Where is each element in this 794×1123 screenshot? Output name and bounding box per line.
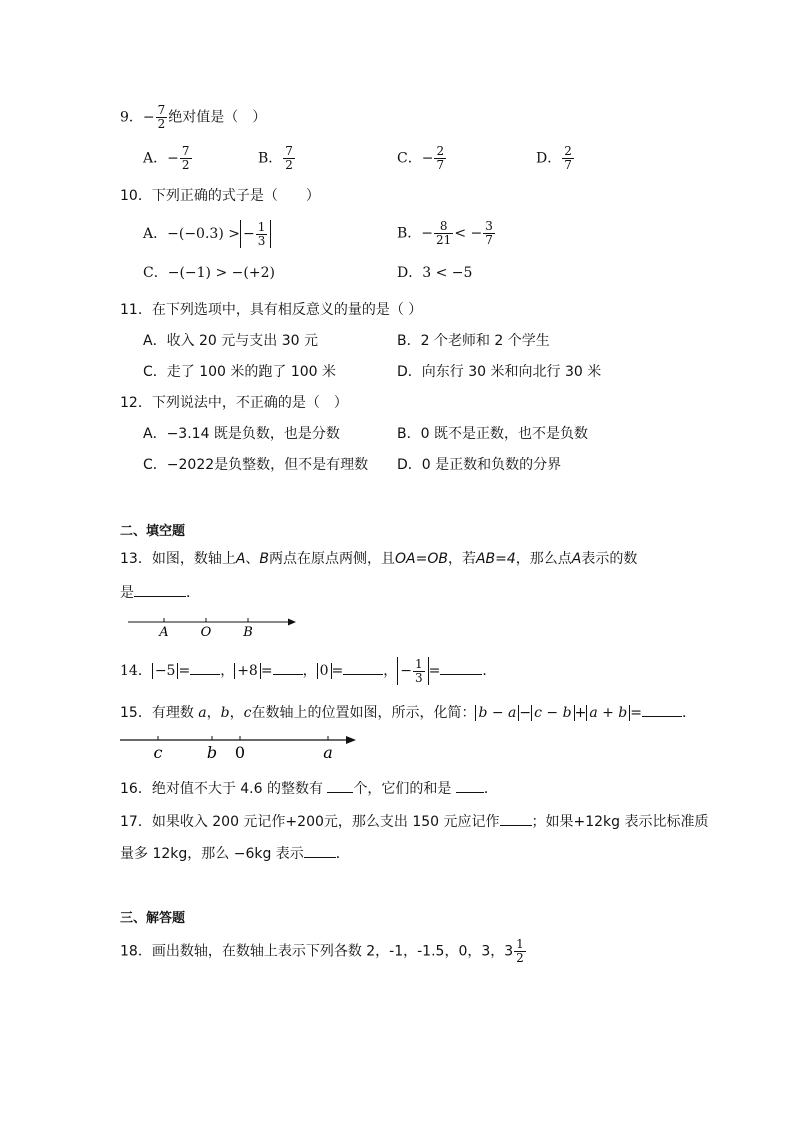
fraction <box>483 220 495 247</box>
point-label: A <box>571 551 582 567</box>
minus-sign: − <box>242 226 255 242</box>
denominator: 3 <box>414 670 423 685</box>
arrow-head <box>288 619 296 626</box>
fraction <box>413 658 425 685</box>
numerator: 1 <box>257 219 266 234</box>
q11-option-b: B．2 个老师和 2 个学生 <box>397 333 550 349</box>
numerator: 2 <box>564 144 572 158</box>
absolute-value: a + b <box>586 705 630 721</box>
answer-blank[interactable] <box>327 778 353 793</box>
denominator: 21 <box>436 233 452 247</box>
option-label: B． <box>258 150 283 167</box>
numerator: 1 <box>516 937 524 951</box>
expression: 3 < −5 <box>422 265 473 281</box>
text: 是 <box>120 585 134 601</box>
q9-option-c <box>397 145 447 172</box>
text: ． <box>335 846 350 862</box>
tick-label: c <box>153 743 163 762</box>
fraction <box>562 145 574 172</box>
q12-option-b: B．0 既不是正数，也不是负数 <box>397 426 588 442</box>
text: ；如果+12kg 表示比标准质 <box>531 814 709 830</box>
section-title-solve: 三、解答题 <box>120 911 186 926</box>
fraction <box>156 104 168 131</box>
answer-blank[interactable] <box>304 843 336 858</box>
expression: −(−1) > −(+2) <box>167 265 275 281</box>
equals: = <box>428 663 441 679</box>
text: 15．有理数 <box>120 705 194 721</box>
equation: OA=OB <box>395 551 448 567</box>
equals: = <box>260 663 273 679</box>
absolute-value: +8 <box>234 663 261 679</box>
answer-blank[interactable] <box>642 702 682 717</box>
question-17-line2 <box>120 843 350 863</box>
numerator: 7 <box>157 103 166 117</box>
separator: ， <box>383 663 398 679</box>
question-15: 15．有理数 a，b，c在数轴上的位置如图，所示，化简： b − a − c − b + a + b = ． <box>120 702 696 722</box>
question-14 <box>120 657 496 685</box>
fraction <box>283 145 295 172</box>
tick-label: B <box>243 625 253 640</box>
question-16 <box>120 778 498 798</box>
minus-sign: − <box>400 663 412 679</box>
numerator: 2 <box>436 144 445 158</box>
q9-option-b <box>258 145 296 172</box>
q10-option-a <box>143 220 271 248</box>
text: ． <box>186 585 200 601</box>
absolute-value: c − b <box>531 705 574 721</box>
denominator: 2 <box>157 117 166 131</box>
question-number: 9． <box>120 109 143 126</box>
number-line-q13 <box>120 608 310 642</box>
section-title-fill-in: 二、填空题 <box>120 524 186 539</box>
variable: b <box>220 705 230 721</box>
q12-option-a: A．−3.14 既是负数，也是分数 <box>143 426 340 442</box>
equals: = <box>178 663 191 679</box>
numerator: 7 <box>285 144 293 158</box>
q11-option-a: A．收入 20 元与支出 30 元 <box>143 333 319 349</box>
text: 18．画出数轴，在数轴上表示下列各数 2，-1，-1.5，0，3，3 <box>120 943 514 960</box>
fraction <box>434 145 446 172</box>
denominator: 3 <box>257 233 266 248</box>
text: ，那么点 <box>515 551 572 567</box>
separator: ， <box>220 663 235 679</box>
q12-option-d: D．0 是正数和负数的分界 <box>397 457 562 473</box>
equals: = <box>331 663 344 679</box>
q9-option-d <box>536 145 575 172</box>
tick-label: a <box>323 743 333 762</box>
denominator: 7 <box>564 158 572 172</box>
q11-option-d: D．向东行 30 米和向北行 30 米 <box>397 364 602 380</box>
denominator: 2 <box>516 951 524 965</box>
absolute-value: b − a <box>475 705 519 721</box>
question-9 <box>120 104 266 131</box>
operator: − <box>519 705 532 721</box>
numerator: 3 <box>485 219 493 233</box>
denominator: 7 <box>485 233 493 247</box>
question-11: 11．在下列选项中，具有相反意义的量的是（ ） <box>120 302 423 318</box>
answer-blank[interactable] <box>343 660 383 675</box>
option-label: C． <box>143 265 168 281</box>
text: 表示的数 <box>581 551 638 567</box>
expression: −(−0.3) > <box>167 226 240 242</box>
absolute-value: 0 <box>317 663 332 679</box>
option-label: D． <box>397 265 423 281</box>
text: 在数轴上的位置如图，所示，化简： <box>251 705 476 721</box>
question-number: 14． <box>120 663 152 679</box>
tick-label: O <box>200 625 212 640</box>
text: 16．绝对值不大于 4.6 的整数有 <box>120 781 328 797</box>
numerator: 7 <box>181 144 190 158</box>
question-10: 10．下列正确的式子是（ ） <box>120 188 320 204</box>
fraction <box>256 221 268 248</box>
answer-blank[interactable] <box>440 660 482 675</box>
equals: = <box>630 705 642 721</box>
numerator: 1 <box>414 656 423 671</box>
point-label: B <box>259 551 270 567</box>
fraction <box>434 220 453 247</box>
expression: < − <box>454 225 483 242</box>
q9-option-a <box>143 145 193 172</box>
text: 13．如图，数轴上 <box>120 551 236 567</box>
q10-option-d <box>397 264 472 282</box>
denominator: 2 <box>181 158 190 172</box>
minus-sign: − <box>421 150 434 167</box>
operator: + <box>574 705 587 721</box>
question-17 <box>120 811 709 831</box>
denominator: 2 <box>285 158 293 172</box>
option-label: A． <box>143 226 168 242</box>
answer-blank[interactable] <box>190 660 220 675</box>
option-label: B． <box>397 225 422 242</box>
fraction <box>514 938 526 965</box>
text: 17．如果收入 200 元记作+200元，那么支出 150 元应记作 <box>120 814 500 830</box>
tick-label: 0 <box>234 743 246 762</box>
answer-blank[interactable] <box>134 582 186 597</box>
question-13-line2 <box>120 582 200 602</box>
absolute-value <box>397 657 428 685</box>
equation: AB=4 <box>475 551 516 567</box>
separator: ， <box>302 663 317 679</box>
absolute-value: −5 <box>152 663 179 679</box>
q10-option-c <box>143 264 275 282</box>
question-18 <box>120 938 527 965</box>
minus-sign: − <box>167 150 179 167</box>
tick-label: b <box>206 743 218 762</box>
variable: a <box>198 705 207 721</box>
arrow-head <box>346 736 356 744</box>
q10-option-b <box>397 220 496 247</box>
text: ． <box>482 663 497 679</box>
question-12: 12．下列说法中，不正确的是（ ） <box>120 395 348 411</box>
option-label: A． <box>143 150 168 167</box>
q11-option-c: C．走了 100 米的跑了 100 米 <box>143 364 337 380</box>
text: 、 <box>245 551 260 567</box>
text: ，若 <box>447 551 476 567</box>
q12-option-c: C．−2022是负整数，但不是有理数 <box>143 457 369 473</box>
fraction <box>180 145 192 172</box>
absolute-value <box>240 220 271 248</box>
numerator: 8 <box>439 219 448 233</box>
tick-label: A <box>159 625 169 640</box>
option-label: D． <box>536 150 562 167</box>
answer-blank[interactable] <box>456 778 484 793</box>
text: 量多 12kg，那么 −6kg 表示 <box>120 846 304 862</box>
answer-blank[interactable] <box>500 811 532 826</box>
point-label: A <box>235 551 246 567</box>
number-line-q15 <box>116 728 366 764</box>
minus-sign: − <box>142 109 155 126</box>
variable: c <box>243 705 252 721</box>
text: 两点在原点两侧，且 <box>269 551 396 567</box>
question-13 <box>120 550 637 568</box>
denominator: 7 <box>436 158 445 172</box>
question-text: 绝对值是（ ） <box>168 109 267 126</box>
text: ． <box>483 781 498 797</box>
text: ． <box>682 705 696 721</box>
text: 个，它们的和是 <box>353 781 456 797</box>
answer-blank[interactable] <box>273 660 303 675</box>
minus-sign: − <box>421 225 434 242</box>
option-label: C． <box>397 150 422 167</box>
